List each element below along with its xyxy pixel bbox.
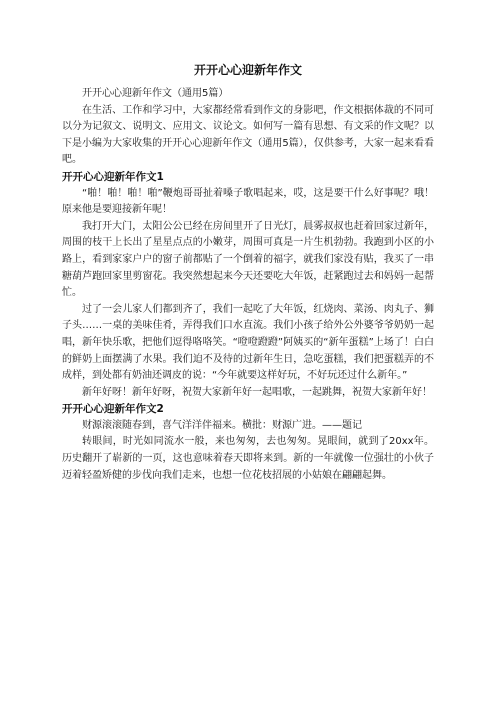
essay-1-paragraph-3: 过了一会儿家人们都到齐了，我们一起吃了大年饭，红烧肉、菜汤、肉丸子、狮子头……一桌的美味佳肴，弄得我们口水直流。我们小孩子给外公外婆爷爷奶奶一起唱，新年快乐歌，把他们逗得咯咯笑。“噔噔蹬蹬”阿姨买的“新年蛋糕”上场了！白白的鲜奶上面摆满了水果。我们迫不及待的过新年生日，急吃蛋糕，我们把蛋糕弄的不成样，到处都有奶油还调皮的说：“今年就要这样好玩，不好玩还过什么新年。”: [62, 303, 434, 382]
document-page: [62, 62, 434, 484]
essay-2-heading: 开开心心迎新年作文2: [62, 403, 164, 416]
essay-1-paragraph-1: “啪！啪！啪！啪”鞭炮哥哥扯着嗓子歌唱起来，哎，这是要干什么好事呢？哦！原来他是要迎接新年呢！: [62, 187, 434, 216]
essay-2-paragraph-2: 转眼间，时光如同流水一般，来也匆匆，去也匆匆。晃眼间，就到了20xx年。历史翻开了崭新的一页，这也意味着春天即将来到。新的一年就像一位强壮的小伙子迈着轻盈矫健的步伐向我们走来，也想一位花枝招展的小姑娘在翩翩起舞。: [62, 436, 434, 481]
document-title: 开开心心迎新年作文: [193, 63, 302, 77]
essay-2-paragraph-1: 财源滚滚随春到，喜气洋洋伴福来。横批：财源广进。——题记: [82, 419, 362, 431]
intro-paragraph: 在生活、工作和学习中，大家都经常看到作文的身影吧，作文根据体裁的不同可以分为记叙文、说明文、应用文、议论文。如何写一篇有思想、有文采的作文呢？以下是小编为大家收集的开开心心迎新年作文（通用5篇），仅供参考，大家一起来看看吧。: [62, 104, 434, 166]
essay-1-paragraph-2: 我打开大门，太阳公公已经在房间里开了日光灯，晨雾叔叔也赶着回家过新年，周围的枝干上长出了星星点点的小嫩芽，周围可真是一片生机勃勃。我跑到小区的小路上，看到家家户户的窗子前都贴了一个倒着的福字，就我们家没有贴，我买了一串糖葫芦跑回家里剪窗花。我突然想起来今天还要吃大年饭，赶紧跑过去和妈妈一起帮忙。: [62, 220, 434, 299]
intro-line: 开开心心迎新年作文（通用5篇）: [82, 88, 229, 99]
essay-1-paragraph-4: 新年好呀！新年好呀，祝贺大家新年好一起唱歌，一起跳舞，祝贺大家新年好！: [82, 386, 432, 398]
essay-1-heading: 开开心心迎新年作文1: [62, 170, 164, 183]
